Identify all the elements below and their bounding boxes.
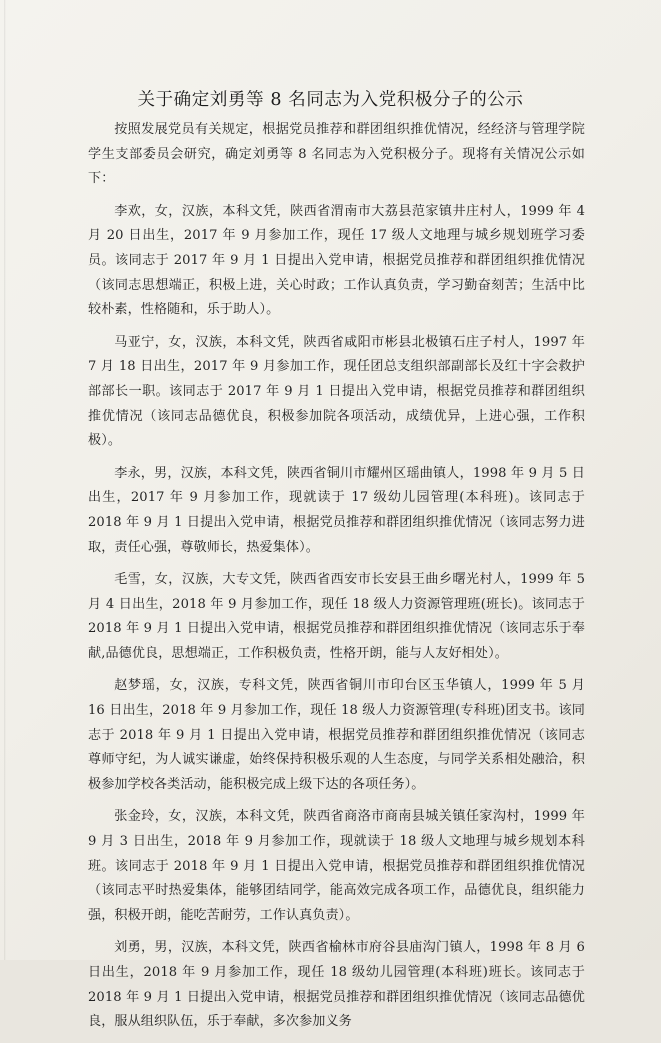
- candidate-paragraph-li-huan: 李欢，女，汉族，本科文凭，陕西省渭南市大荔县范家镇井庄村人，1999 年 4 月 20 日出生，2017 年 9 月参加工作，现任 17 级人文地理与城乡规划班学习委员。该同志于 2017 年 9 月 1 日提出入党申请，根据党员推荐和群团组织推优情况（该同志思想端正，积极上进，关心时政；工作认真负责，学习勤奋刻苦；生活中比较朴素，性格随和，乐于助人）。: [88, 203, 585, 318]
- candidate-paragraph-ma-yaning: 马亚宁，女，汉族，本科文凭，陕西省咸阳市彬县北极镇石庄子村人，1997 年 7 月 18 日出生，2017 年 9 月参加工作，现任团总支组织部副部长及红十字会救护部部长一职。该同志于 2017 年 9 月 1 日提出入党申请，根据党员推荐和群团组织推优情况（该同志品德优良，积极参加院各项活动，成绩优异，上进心强，工作积极）。: [88, 334, 585, 449]
- candidate-paragraph-zhang-jinling: 张金玲，女，汉族，本科文凭，陕西省商洛市商南县城关镇任家沟村，1999 年 9 月 3 日出生，2018 年 9 月参加工作，现就读于 18 级人文地理与城乡规划本科班。该同志于 2018 年 9 月 1 日提出入党申请，根据党员推荐和群团组织推优情况（该同志平时热爱集体，能够团结同学，能高效完成各项工作，品德优良，组织能力强，积极开朗，能吃苦耐劳，工作认真负责）。: [88, 809, 585, 923]
- candidate-paragraph-zhao-mengyao: 赵梦瑶，女，汉族，专科文凭，陕西省铜川市印台区玉华镇人，1999 年 5 月 16 日出生，2018 年 9 月参加工作，现任 18 级人力资源管理(专科班)团支书。该同志于 2018 年 9 月 1 日提出入党申请，根据党员推荐和群团组织推优情况（该同志尊师守纪，为人诚实谦虚，始终保持积极乐观的人生态度，与同学关系相处融洽，积极参加学校各类活动，能积极完成上级下达的各项任务）。: [88, 678, 585, 792]
- document-title: 关于确定刘勇等 8 名同志为入党积极分子的公示: [137, 90, 524, 110]
- candidate-paragraph-liu-yong: 刘勇，男，汉族，本科文凭，陕西省榆林市府谷县庙沟门镇人，1998 年 8 月 6 日出生，2018 年 9 月参加工作，现任 18 级幼儿园管理(本科班)班长。该同志于 2018 年 9 月 1 日提出入党申请，根据党员推荐和群团组织推优情况（该同志品德优良，服从组织队伍，乐于奉献，多次参加义务: [88, 940, 585, 1030]
- candidate-paragraph-mao-xue: 毛雪，女，汉族，大专文凭，陕西省西安市长安县王曲乡曙光村人，1999 年 5 月 4 日出生，2018 年 9 月参加工作，现任 18 级人力资源管理班(班长)。该同志于 2018 年 9 月 1 日提出入党申请，根据党员推荐和群团组织推优情况（该同志乐于奉献,品德优良，思想端正，工作积极负责，性格开朗，能与人友好相处）。: [88, 572, 585, 661]
- paper-fold-shadow: [4, 0, 6, 960]
- candidate-paragraph-li-yong: 李永，男，汉族，本科文凭，陕西省铜川市耀州区瑶曲镇人，1998 年 9 月 5 日出生，2017 年 9 月参加工作，现就读于 17 级幼儿园管理(本科班)。该同志于 2018 年 9 月 1 日提出入党申请，根据党员推荐和群团组织推优情况（该同志努力进取，责任心强，尊敬师长，热爱集体）。: [88, 465, 585, 555]
- intro-paragraph: 按照发展党员有关规定，根据党员推荐和群团组织推优情况，经经济与管理学院学生支部委员会研究，确定刘勇等 8 名同志为入党积极分子。现将有关情况公示如下：: [88, 122, 585, 187]
- document-body: [88, 118, 585, 1043]
